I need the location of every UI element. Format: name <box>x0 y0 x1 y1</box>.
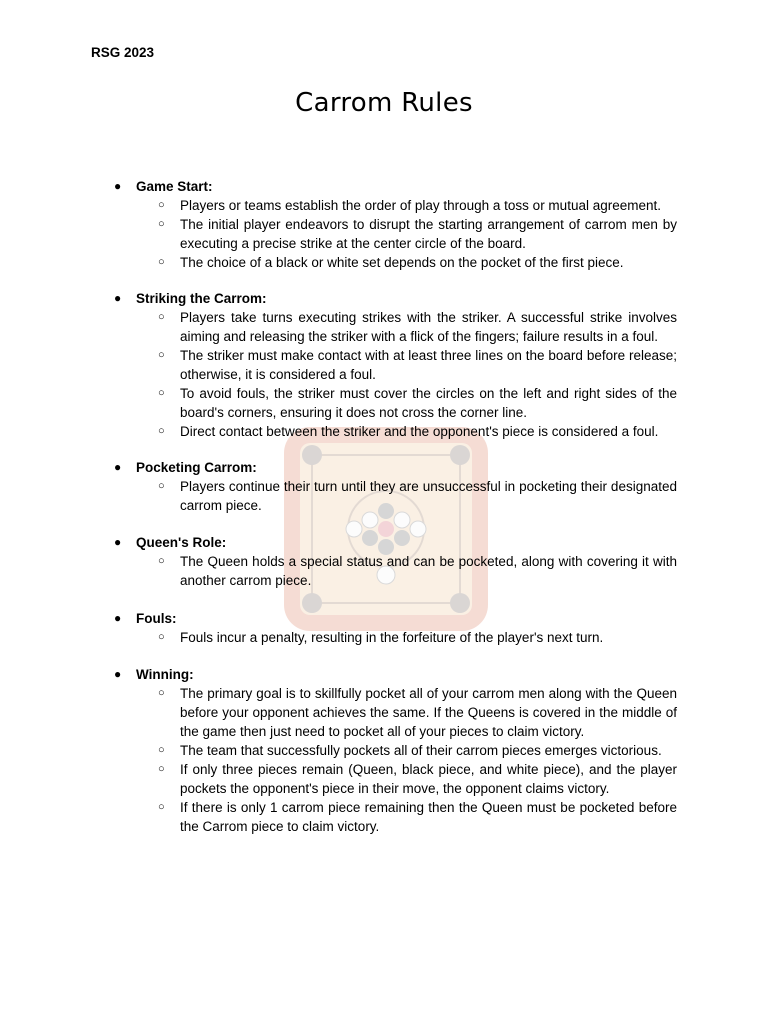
bullet-icon: ● <box>114 535 122 549</box>
list-item: ○ The choice of a black or white set depends on the pocket of the first piece. <box>158 255 624 270</box>
org-header: RSG 2023 <box>91 45 155 60</box>
bullet-icon: ● <box>114 667 122 681</box>
circle-bullet-icon: ○ <box>158 218 165 230</box>
circle-bullet-icon: ○ <box>158 480 165 492</box>
heading-text: Game Start: <box>136 179 213 194</box>
circle-bullet-icon: ○ <box>158 744 165 756</box>
section-pocketing <box>110 458 690 515</box>
circle-bullet-icon: ○ <box>158 256 165 268</box>
list-item: ○ Players continue their turn until they are unsuccessful in pocketing their designated carrom piece. <box>158 479 677 513</box>
list-item: ○ The striker must make contact with at least three lines on the board before release; otherwise, it is considered a foul. <box>158 348 677 382</box>
section-game-start <box>110 177 690 272</box>
section-heading <box>110 458 690 477</box>
circle-bullet-icon: ○ <box>158 555 165 567</box>
circle-bullet-icon: ○ <box>158 801 165 813</box>
heading-text: Winning: <box>136 667 194 682</box>
bullet-icon: ● <box>114 611 122 625</box>
list-item: ○ If only three pieces remain (Queen, black piece, and white piece), and the player pockets the opponent's piece in their move, the opponent claims victory. <box>158 762 677 796</box>
section-heading <box>110 609 690 628</box>
list-item: ○ If there is only 1 carrom piece remaining then the Queen must be pocketed before the Carrom piece to claim victory. <box>158 800 677 834</box>
circle-bullet-icon: ○ <box>158 349 165 361</box>
section-heading <box>110 289 690 308</box>
section-fouls <box>110 609 690 647</box>
section-heading <box>110 533 690 552</box>
heading-text: Pocketing Carrom: <box>136 460 257 475</box>
list-item: ○ The team that successfully pockets all of their carrom pieces emerges victorious. <box>158 743 662 758</box>
list-item: ○ The initial player endeavors to disrupt the starting arrangement of carrom men by executing a precise strike at the center circle of the board. <box>158 217 677 251</box>
heading-text: Fouls: <box>136 611 177 626</box>
circle-bullet-icon: ○ <box>158 387 165 399</box>
circle-bullet-icon: ○ <box>158 763 165 775</box>
circle-bullet-icon: ○ <box>158 199 165 211</box>
bullet-icon: ● <box>114 179 122 193</box>
list-item: ○ To avoid fouls, the striker must cover the circles on the left and right sides of the board's corners, ensuring it does not cross the corner line. <box>158 386 677 420</box>
list-item: ○ Players take turns executing strikes with the striker. A successful strike involves aiming and releasing the striker with a flick of the fingers; failure results in a foul. <box>158 310 677 344</box>
circle-bullet-icon: ○ <box>158 687 165 699</box>
section-queen <box>110 533 690 590</box>
list-item: ○ Direct contact between the striker and the opponent's piece is considered a foul. <box>158 424 659 439</box>
circle-bullet-icon: ○ <box>158 311 165 323</box>
heading-text: Queen's Role: <box>136 535 227 550</box>
list-item: ○ The Queen holds a special status and can be pocketed, along with covering it with another carrom piece. <box>158 554 677 588</box>
circle-bullet-icon: ○ <box>158 631 165 643</box>
section-heading <box>110 665 690 684</box>
section-winning <box>110 665 690 836</box>
page-title: Carrom Rules <box>295 88 473 118</box>
list-item: ○ Fouls incur a penalty, resulting in the forfeiture of the player's next turn. <box>158 630 604 645</box>
section-heading <box>110 177 690 196</box>
list-item: ○ Players or teams establish the order of play through a toss or mutual agreement. <box>158 198 661 213</box>
bullet-icon: ● <box>114 291 122 305</box>
heading-text: Striking the Carrom: <box>136 291 267 306</box>
section-striking <box>110 289 690 441</box>
list-item: ○ The primary goal is to skillfully pocket all of your carrom men along with the Queen before your opponent achieves the same. If the Queens is covered in the middle of the game then just need to pocket all of your pieces to claim victory. <box>158 686 677 739</box>
bullet-icon: ● <box>114 460 122 474</box>
circle-bullet-icon: ○ <box>158 425 165 437</box>
